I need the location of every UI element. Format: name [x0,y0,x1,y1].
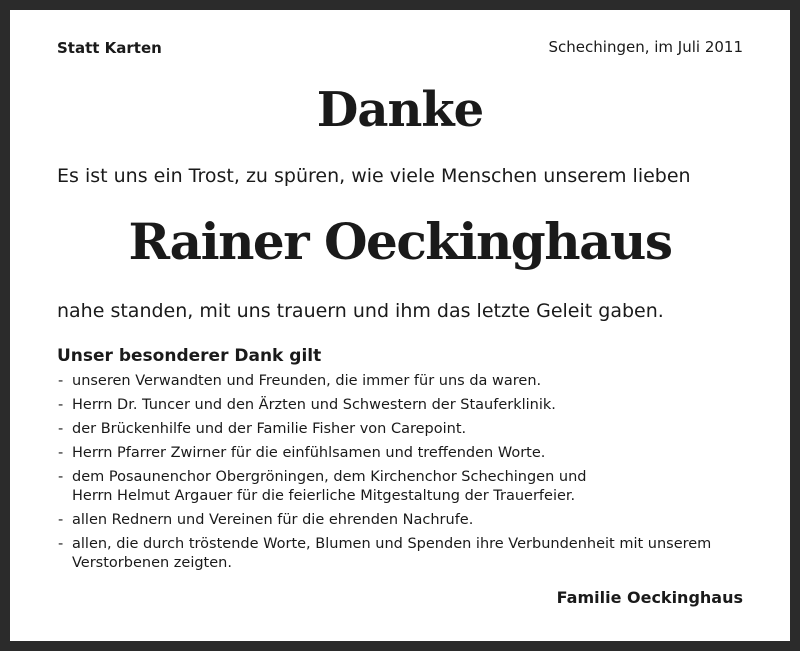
list-item: - Herrn Pfarrer Zwirner für die einfühlsamen und treffenden Worte. [58,445,546,461]
list-item-text: der Brückenhilfe und der Familie Fisher von Carepoint. [72,421,467,437]
signature: Familie Oeckinghaus [556,588,743,607]
page-title: Danke [316,82,484,138]
list-item-text-continued: Herrn Helmut Argauer für die feierliche Mitgestaltung der Trauerfeier. [72,488,576,504]
intro-text: Es ist uns ein Trost, zu spüren, wie viele Menschen unserem lieben [57,165,691,187]
list-item: - der Brückenhilfe und der Familie Fisher von Carepoint. [58,421,467,437]
notice-card [10,10,790,641]
list-item: - dem Posaunenchor Obergröningen, dem Kirchenchor Schechingen und Herrn Helmut Argauer für die feierliche Mitgestaltung der Trauerfeier. [58,468,758,506]
list-item-text: allen Rednern und Vereinen für die ehrenden Nachrufe. [72,512,474,528]
list-item: - allen Rednern und Vereinen für die ehrenden Nachrufe. [58,512,474,528]
outro-text: nahe standen, mit uns trauern und ihm das letzte Geleit gaben. [57,300,664,322]
list-item-text: dem Posaunenchor Obergröningen, dem Kirchenchor Schechingen und [72,469,587,485]
list-item-text-continued: Verstorbenen zeigten. [72,555,232,571]
thanks-heading: Unser besonderer Dank gilt [57,346,322,366]
list-item-text: unseren Verwandten und Freunden, die immer für uns da waren. [72,373,542,389]
list-item: - allen, die durch tröstende Worte, Blumen und Spenden ihre Verbundenheit mit unserem Verstorbenen zeigten. [58,535,758,573]
list-item: - unseren Verwandten und Freunden, die immer für uns da waren. [58,373,542,389]
list-item-text: Herrn Dr. Tuncer und den Ärzten und Schwestern der Stauferklinik. [72,397,556,413]
deceased-name: Rainer Oeckinghaus [128,212,672,271]
list-item-text: Herrn Pfarrer Zwirner für die einfühlsamen und treffenden Worte. [72,445,546,461]
list-item-text: allen, die durch tröstende Worte, Blumen und Spenden ihre Verbundenheit mit unserem [72,536,712,552]
place-date: Schechingen, im Juli 2011 [548,38,743,56]
list-item: - Herrn Dr. Tuncer und den Ärzten und Schwestern der Stauferklinik. [58,397,556,413]
statt-karten-label: Statt Karten [57,39,162,57]
thanks-list [58,372,758,578]
